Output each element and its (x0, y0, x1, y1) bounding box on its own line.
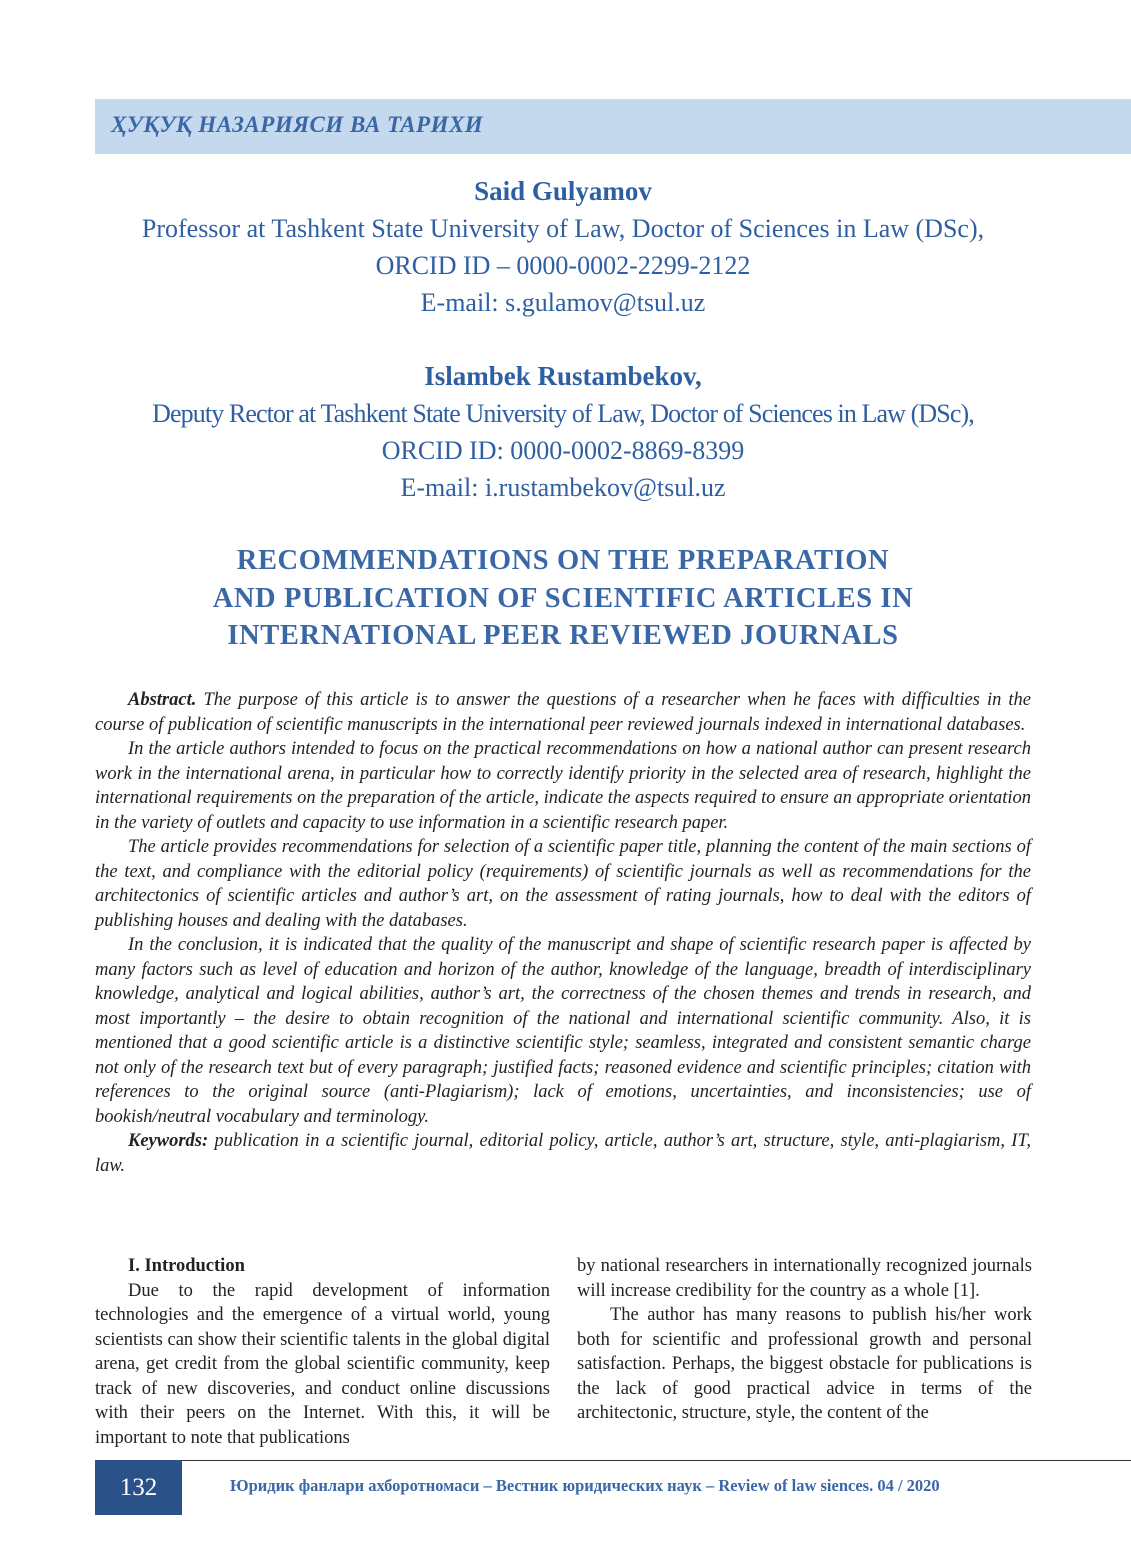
title-line: INTERNATIONAL PEER REVIEWED JOURNALS (227, 620, 899, 651)
abstract-paragraph (95, 688, 1031, 737)
keywords-paragraph (95, 1129, 1031, 1178)
body-paragraph: The author has many reasons to publish his/her work both for scientific and professional growth and personal satisfaction. Perhaps, the biggest obstacle for publications is the lack of good practical advice in terms of the architectonic, structure, style, the content of the (577, 1305, 1032, 1423)
abstract-block (95, 688, 1031, 1178)
body-paragraph: by national researchers in internationally recognized journals will increase credibility for the country as a whole [1]. (577, 1256, 1032, 1301)
body-column-left (95, 1254, 550, 1450)
abstract-paragraph: In the conclusion, it is indicated that the quality of the manuscript and shape of scientific research paper is affected by many factors such as level of education and horizon of the author, knowledge of the language, breadth of interdisciplinary knowledge, analytical and logical abilities, author’s art, the correctness of the chosen themes and trends in research, and most importantly – the desire to obtain recognition of the national and international scientific community. Also, it is mentioned that a good scientific article is a distinctive scientific style; seamless, integrated and consistent semantic charge not only of the research text but of every paragraph; justified facts; reasoned evidence and scientific principles; citation with references to the original source (anti-Plagiarism); lack of emotions, uncertainties, and inconsistencies; use of bookish/neutral vocabulary and terminology. (95, 935, 1031, 1127)
page-number: 132 (95, 1460, 182, 1515)
footer-divider (95, 1460, 1131, 1461)
body-column-right (577, 1254, 1032, 1426)
author-email: E-mail: s.gulamov@tsul.uz (420, 288, 706, 317)
abstract-paragraph: In the article authors intended to focus on the practical recommendations on how a national author can present research work in the international arena, in particular how to correctly identify priority in the selected area of research, highlight the international requirements on the preparation of the article, indicate the aspects required to ensure an appropriate orientation in the variety of outlets and capacity to use information in a scientific research paper. (95, 739, 1032, 833)
author-name: Said Gulyamov (474, 176, 652, 206)
section-header-title: ҲУҚУҚ НАЗАРИЯСИ ВА ТАРИХИ (111, 112, 484, 137)
article-title (95, 542, 1031, 655)
abstract-paragraph: The article provides recommendations for selection of a scientific paper title, planning the content of the main sections of the text, and compliance with the editorial policy (requirements) of scientific journals as well as recommendations for the architectonics of scientific articles and author’s art, on the assessment of rating journals, how to deal with the editors of publishing houses and dealing with the databases. (95, 837, 1031, 931)
author-email: E-mail: i.rustambekov@tsul.uz (400, 473, 726, 502)
author-block-1 (95, 173, 1031, 321)
journal-footer: Юридик фанлари ахборотномаси – Вестник юридических наук – Review of law siences. 04 / 2020 (230, 1476, 940, 1495)
abstract-text: The purpose of this article is to answer the questions of a researcher when he faces with difficulties in the course of publication of scientific manuscripts in the international peer reviewed journals indexed in international databases. (95, 690, 1032, 735)
author-block-2 (95, 358, 1031, 506)
author-position: Deputy Rector at Tashkent State University of Law, Doctor of Sciences in Law (DSc), (152, 399, 974, 428)
author-position: Professor at Tashkent State University of Law, Doctor of Sciences in Law (DSc), (141, 214, 985, 243)
author-orcid: ORCID ID: 0000-0002-8869-8399 (381, 436, 745, 465)
abstract-label: Abstract. (128, 690, 197, 710)
section-header-bar (95, 99, 1131, 154)
keywords-label: Keywords: (128, 1131, 209, 1151)
title-line: RECOMMENDATIONS ON THE PREPARATION (236, 545, 890, 576)
body-paragraph: Due to the rapid development of information technologies and the emergence of a virtual world, young scientists can show their scientific talents in the global digital arena, get credit from the global scientific community, keep track of new discoveries, and conduct online discussions with their peers on the Internet. With this, it will be important to note that publications (95, 1280, 550, 1448)
author-orcid: ORCID ID – 0000-0002-2299-2122 (375, 251, 751, 280)
section-heading: I. Introduction (128, 1256, 245, 1276)
title-line: AND PUBLICATION OF SCIENTIFIC ARTICLES IN (212, 582, 914, 614)
keywords-text: publication in a scientific journal, editorial policy, article, author’s art, structure, style, anti-plagiarism, IT, law. (95, 1131, 1031, 1176)
author-name: Islambek Rustambekov, (424, 361, 702, 391)
